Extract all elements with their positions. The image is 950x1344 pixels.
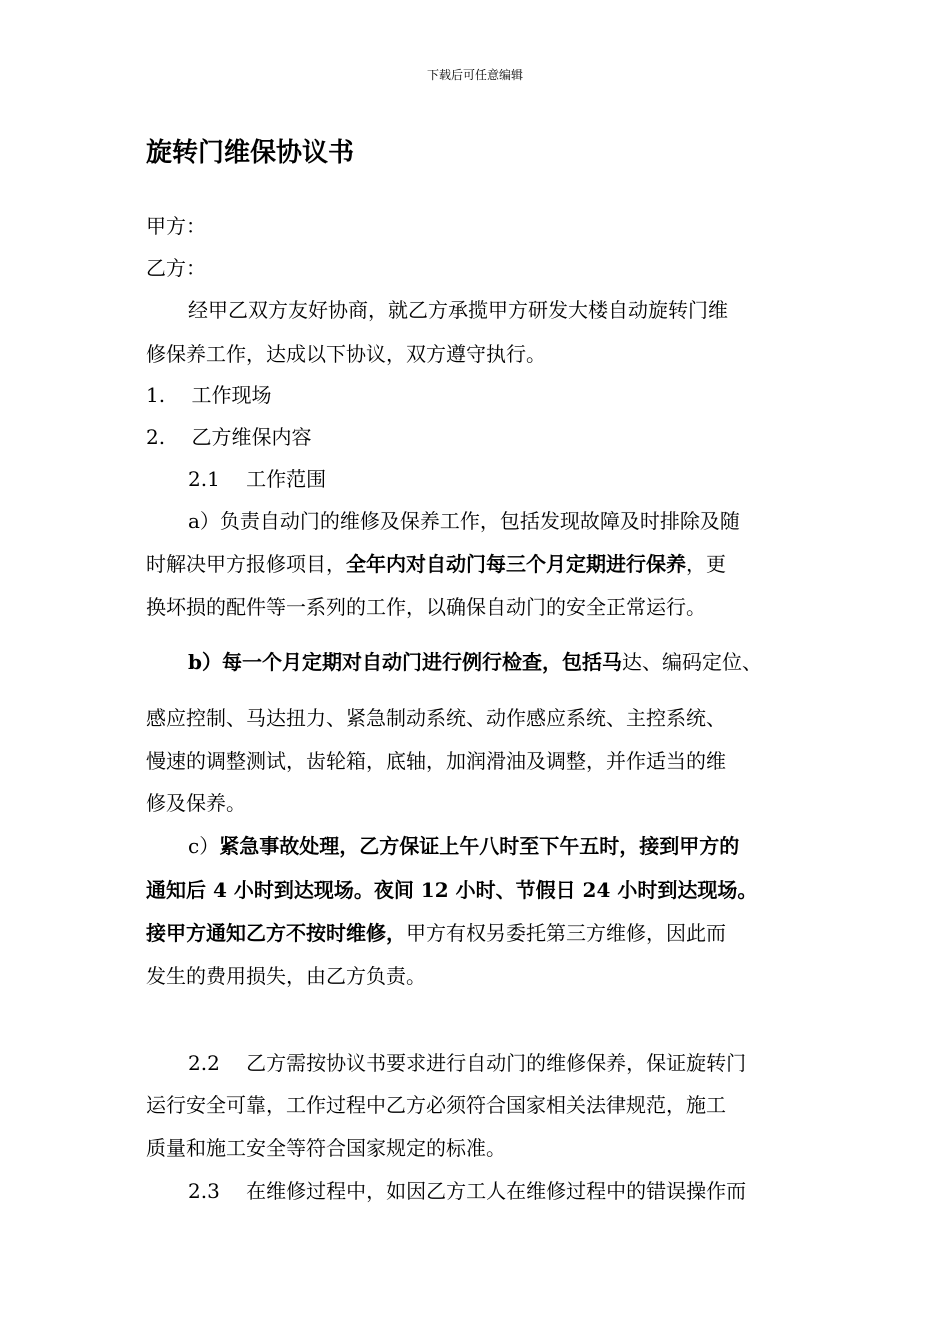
subsection-2-3-line-1: 2.3 在维修过程中，如因乙方工人在维修过程中的错误操作而 <box>188 1179 747 1203</box>
item-c-line-1 <box>188 832 739 860</box>
item-b-line-2: 感应控制、马达扭力、紧急制动系统、动作感应系统、主控系统、 <box>146 706 726 730</box>
item-a-bold-text: 全年内对自动门每三个月定期进行保养 <box>346 552 686 576</box>
item-c-label: c） <box>188 834 220 858</box>
document-title: 旋转门维保协议书 <box>146 138 355 168</box>
item-b-text: 达、编码定位、 <box>621 650 762 674</box>
item-c-bold-text: 紧急事故处理，乙方保证上午八时至下午五时，接到甲方的 <box>219 834 740 858</box>
party-a-label: 甲方： <box>146 214 206 238</box>
item-c-text: 甲方有权另委托第三方维修，因此而 <box>406 921 726 945</box>
subsection-2-2-line-1: 2.2 乙方需按协议书要求进行自动门的维修保养，保证旋转门 <box>188 1051 747 1075</box>
section-1-heading: 1. 工作现场 <box>146 383 272 407</box>
item-a-line-2 <box>146 550 726 578</box>
item-c-line-4: 发生的费用损失，由乙方负责。 <box>146 964 426 988</box>
item-a-text-end: ，更 <box>686 552 726 576</box>
item-c-line-2: 通知后 4 小时到达现场。夜间 12 小时、节假日 24 小时到达现场。 <box>146 878 758 902</box>
item-c-bold-text-2: 接甲方通知乙方不按时维修， <box>146 921 406 945</box>
subsection-2-2-line-2: 运行安全可靠，工作过程中乙方必须符合国家相关法律规范，施工 <box>146 1093 726 1117</box>
intro-line-1: 经甲乙双方友好协商，就乙方承揽甲方研发大楼自动旋转门维 <box>188 298 728 322</box>
section-2-heading: 2. 乙方维保内容 <box>146 425 312 449</box>
item-a-line-1: a）负责自动门的维修及保养工作，包括发现故障及时排除及随 <box>188 509 740 533</box>
item-b-line-3: 慢速的调整测试，齿轮箱，底轴，加润滑油及调整，并作适当的维 <box>146 749 726 773</box>
subsection-2-2-line-3: 质量和施工安全等符合国家规定的标准。 <box>146 1136 506 1160</box>
item-a-text: 时解决甲方报修项目， <box>146 552 346 576</box>
item-b-line-4: 修及保养。 <box>146 791 246 815</box>
party-b-label: 乙方： <box>146 256 206 280</box>
subsection-2-1-heading: 2.1 工作范围 <box>188 467 327 491</box>
item-c-line-3 <box>146 919 726 947</box>
item-a-line-3: 换坏损的配件等一系列的工作，以确保自动门的安全正常运行。 <box>146 595 706 619</box>
intro-line-2: 修保养工作，达成以下协议，双方遵守执行。 <box>146 342 546 366</box>
item-b-bold-text: b）每一个月定期对自动门进行例行检查，包括马 <box>188 650 622 674</box>
page-header: 下载后可任意编辑 <box>426 68 523 82</box>
item-b-line-1 <box>188 648 762 676</box>
